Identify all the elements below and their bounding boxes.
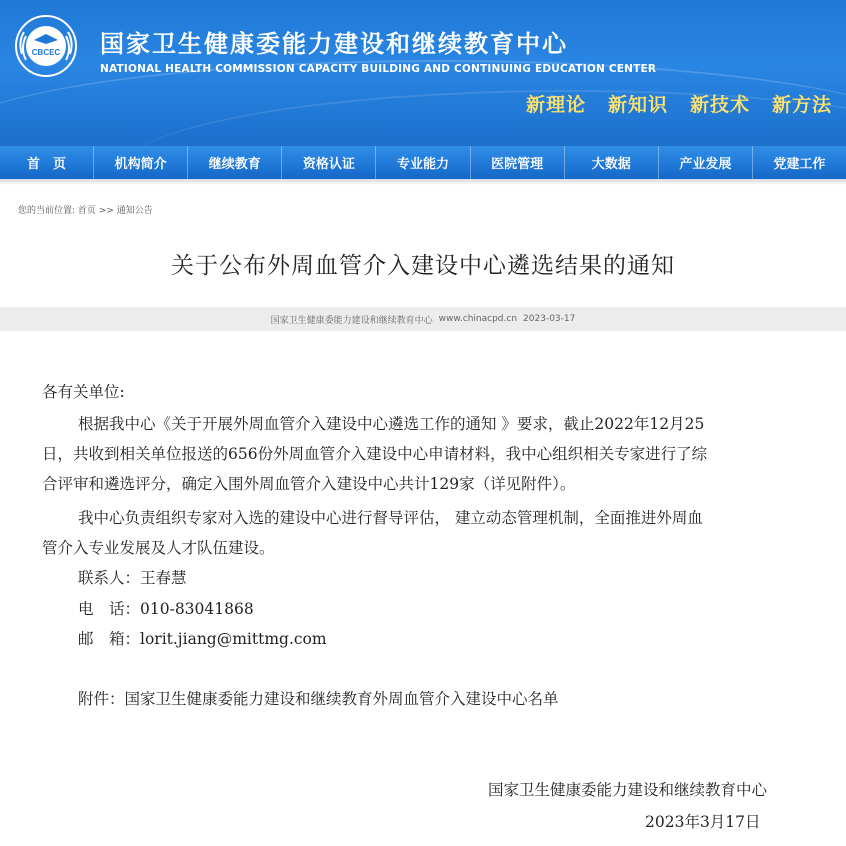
nav-item-party-building[interactable]: 党建工作 [773,157,826,172]
nav-item-home[interactable]: 首 页 [0,146,94,179]
org-name-en: NATIONAL HEALTH COMMISSION CAPACITY BUILDING AND CONTINUING EDUCATION CENTER [100,63,657,75]
paragraph-1-line-3: 合评审和遴选评分，确定入围外周血管介入建设中心共计129家（详见附件）。 [42,475,576,493]
nav-item-certification[interactable]: 资格认证 [282,146,376,179]
paragraph-1-line-2: 日，共收到相关单位报送的656份外周血管介入建设中心申请材料，我中心组织相关专家进行了综 [42,445,708,463]
signature-org: 国家卫生健康委能力建设和继续教育中心 [488,781,768,799]
breadcrumb-current-link[interactable]: 通知公告 [116,206,153,216]
breadcrumb-separator: >> [98,206,114,216]
nav-item-about[interactable]: 机构简介 [94,146,188,179]
slogan-item: 新知识 [607,94,668,116]
breadcrumb-prefix: 您的当前位置: [18,206,76,216]
meta-site: www.chinacpd.cn [438,314,518,324]
paragraph-2-line-2: 管介入专业发展及人才队伍建设。 [42,539,275,557]
meta-date: 2023-03-17 [523,314,576,324]
slogan-item: 新方法 [771,94,832,116]
nav-item-hospital-management[interactable]: 医院管理 [471,146,565,179]
nav-item-big-data[interactable]: 大数据 [565,146,659,179]
paragraph-1-line-1: 根据我中心《关于开展外周血管介入建设中心遴选工作的通知 》要求，截止2022年12月25 [78,415,705,433]
contact-email[interactable]: 邮 箱：lorit.jiang@mittmg.com [78,630,327,648]
page-title: 关于公布外周血管介入建设中心遴选结果的通知 [171,253,675,279]
nav-item-professional-ability[interactable]: 专业能力 [376,146,470,179]
attachment-link[interactable]: 附件：国家卫生健康委能力建设和继续教育外周血管介入建设中心名单 [78,690,559,708]
signature-date: 2023年3月17日 [645,813,761,831]
slogan-item: 新技术 [689,94,750,116]
article-body [42,0,812,846]
org-name-cn: 国家卫生健康委能力建设和继续教育中心 [100,30,568,58]
nav-item-continuing-education[interactable]: 继续教育 [188,146,282,179]
salutation: 各有关单位: [42,383,125,401]
slogan-item: 新理论 [525,94,586,116]
contact-phone: 电 话：010-83041868 [78,600,254,618]
meta-source: 国家卫生健康委能力建设和继续教育中心 [270,315,433,326]
paragraph-2-line-1: 我中心负责组织专家对入选的建设中心进行督导评估， 建立动态管理机制，全面推进外周血 [78,509,703,527]
breadcrumb-home-link[interactable]: 首页 [77,206,96,216]
nav-item-industry[interactable]: 产业发展 [659,146,753,179]
contact-person: 联系人：王春慧 [78,569,187,587]
logo-text: CBCEC [31,48,61,57]
